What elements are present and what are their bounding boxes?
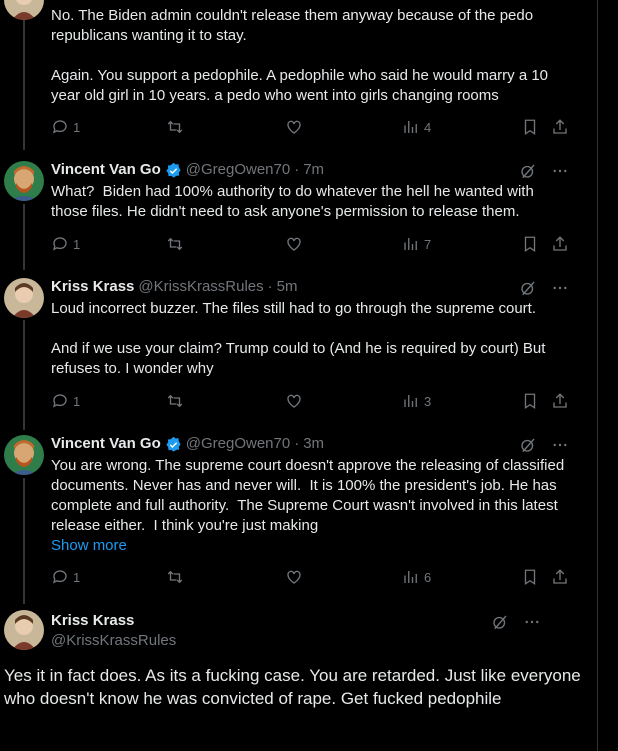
grok-icon[interactable] bbox=[519, 436, 537, 454]
views-button[interactable]: 6 bbox=[402, 568, 431, 586]
reply-icon bbox=[51, 392, 69, 410]
reply-icon bbox=[51, 235, 69, 253]
separator-dot: · bbox=[294, 161, 300, 178]
repost-button[interactable] bbox=[166, 568, 184, 586]
author-handle[interactable]: @GregOwen70 bbox=[185, 161, 291, 178]
author-name[interactable]: Kriss Krass bbox=[51, 612, 135, 629]
bookmark-icon bbox=[521, 392, 539, 410]
tweet-text: Loud incorrect buzzer. The files still had to go through the supreme court. And if we use your claim? Trump could to (And he is required by court) But refuses to. I wonder why bbox=[51, 300, 546, 377]
heart-icon bbox=[285, 235, 303, 253]
views-icon bbox=[402, 118, 420, 136]
share-icon bbox=[551, 235, 569, 253]
bookmark-button[interactable] bbox=[521, 568, 539, 586]
repost-button[interactable] bbox=[166, 118, 184, 136]
repost-icon bbox=[166, 568, 184, 586]
share-button[interactable] bbox=[551, 118, 569, 136]
author-name[interactable]: Kriss Krass bbox=[51, 278, 135, 295]
more-icon[interactable] bbox=[523, 613, 541, 631]
tweet-actions bbox=[51, 392, 571, 412]
views-icon bbox=[402, 235, 420, 253]
share-icon bbox=[551, 392, 569, 410]
tweet-actions bbox=[51, 235, 571, 255]
tweet-text: You are wrong. The supreme court doesn't approve the releasing of classified documents. Never has and never will. It is 100% the president's job. He has complete and full authority. The Supreme Court wasn't involved in this latest release either. I think you're just making bbox=[51, 457, 569, 534]
share-icon bbox=[551, 568, 569, 586]
author-handle[interactable]: @KrissKrassRules bbox=[138, 278, 264, 295]
bookmark-icon bbox=[521, 568, 539, 586]
repost-button[interactable] bbox=[166, 235, 184, 253]
more-icon[interactable] bbox=[551, 436, 569, 454]
views-button[interactable]: 4 bbox=[402, 118, 431, 136]
verified-badge-icon bbox=[165, 436, 182, 453]
reply-icon bbox=[51, 118, 69, 136]
share-button[interactable] bbox=[551, 235, 569, 253]
verified-badge-icon bbox=[165, 162, 182, 179]
timestamp[interactable]: 3m bbox=[303, 435, 325, 452]
heart-icon bbox=[285, 118, 303, 136]
views-button[interactable]: 7 bbox=[402, 235, 431, 253]
author-handle[interactable]: @GregOwen70 bbox=[185, 435, 291, 452]
tweet[interactable] bbox=[0, 0, 597, 150]
share-icon bbox=[551, 118, 569, 136]
timestamp[interactable]: 7m bbox=[303, 161, 325, 178]
grok-icon[interactable] bbox=[519, 279, 537, 297]
tweet-actions bbox=[51, 118, 571, 138]
separator-dot: · bbox=[267, 278, 273, 295]
column-divider bbox=[597, 0, 598, 751]
tweet-actions bbox=[51, 568, 571, 588]
reply-button[interactable]: 1 bbox=[51, 118, 80, 136]
bookmark-icon bbox=[521, 235, 539, 253]
tweet[interactable] bbox=[0, 430, 597, 604]
reply-button[interactable]: 1 bbox=[51, 235, 80, 253]
like-button[interactable] bbox=[285, 235, 303, 253]
bookmark-button[interactable] bbox=[521, 235, 539, 253]
repost-button[interactable] bbox=[166, 392, 184, 410]
heart-icon bbox=[285, 568, 303, 586]
show-more-link[interactable]: Show more bbox=[51, 537, 127, 554]
share-button[interactable] bbox=[551, 568, 569, 586]
author-name[interactable]: Vincent Van Go bbox=[51, 435, 161, 452]
grok-icon[interactable] bbox=[491, 613, 509, 631]
repost-icon bbox=[166, 392, 184, 410]
like-button[interactable] bbox=[285, 392, 303, 410]
tweet[interactable] bbox=[0, 270, 597, 430]
bookmark-button[interactable] bbox=[521, 118, 539, 136]
like-button[interactable] bbox=[285, 568, 303, 586]
like-button[interactable] bbox=[285, 118, 303, 136]
author-handle[interactable]: @KrissKrassRules bbox=[51, 632, 177, 649]
repost-icon bbox=[166, 118, 184, 136]
separator-dot: · bbox=[294, 435, 300, 452]
reply-icon bbox=[51, 568, 69, 586]
bookmark-icon bbox=[521, 118, 539, 136]
tweet-text: No. The Biden admin couldn't release them anyway because of the pedo republicans wanting it to stay. Again. You support a pedophile. A pedophile who said he would marry a 10 year old girl in 10 years. a pedo who went into girls changing rooms bbox=[51, 7, 549, 104]
share-button[interactable] bbox=[551, 392, 569, 410]
author-name[interactable]: Vincent Van Go bbox=[51, 161, 161, 178]
focused-tweet-text: Yes it in fact does. As its a fucking case. You are retarded. Just like everyone who doesn't know he was convicted of rape. Get fucked pedophile bbox=[4, 666, 581, 708]
tweet-text: What? Biden had 100% authority to do whatever the hell he wanted with those files. He didn't need to ask anyone's permission to release them. bbox=[51, 183, 538, 220]
heart-icon bbox=[285, 392, 303, 410]
bookmark-button[interactable] bbox=[521, 392, 539, 410]
tweet[interactable] bbox=[0, 150, 597, 270]
more-icon[interactable] bbox=[551, 279, 569, 297]
repost-icon bbox=[166, 235, 184, 253]
views-icon bbox=[402, 392, 420, 410]
reply-button[interactable]: 1 bbox=[51, 392, 80, 410]
grok-icon[interactable] bbox=[519, 162, 537, 180]
reply-button[interactable]: 1 bbox=[51, 568, 80, 586]
more-icon[interactable] bbox=[551, 162, 569, 180]
views-icon bbox=[402, 568, 420, 586]
views-button[interactable]: 3 bbox=[402, 392, 431, 410]
timestamp[interactable]: 5m bbox=[276, 278, 298, 295]
